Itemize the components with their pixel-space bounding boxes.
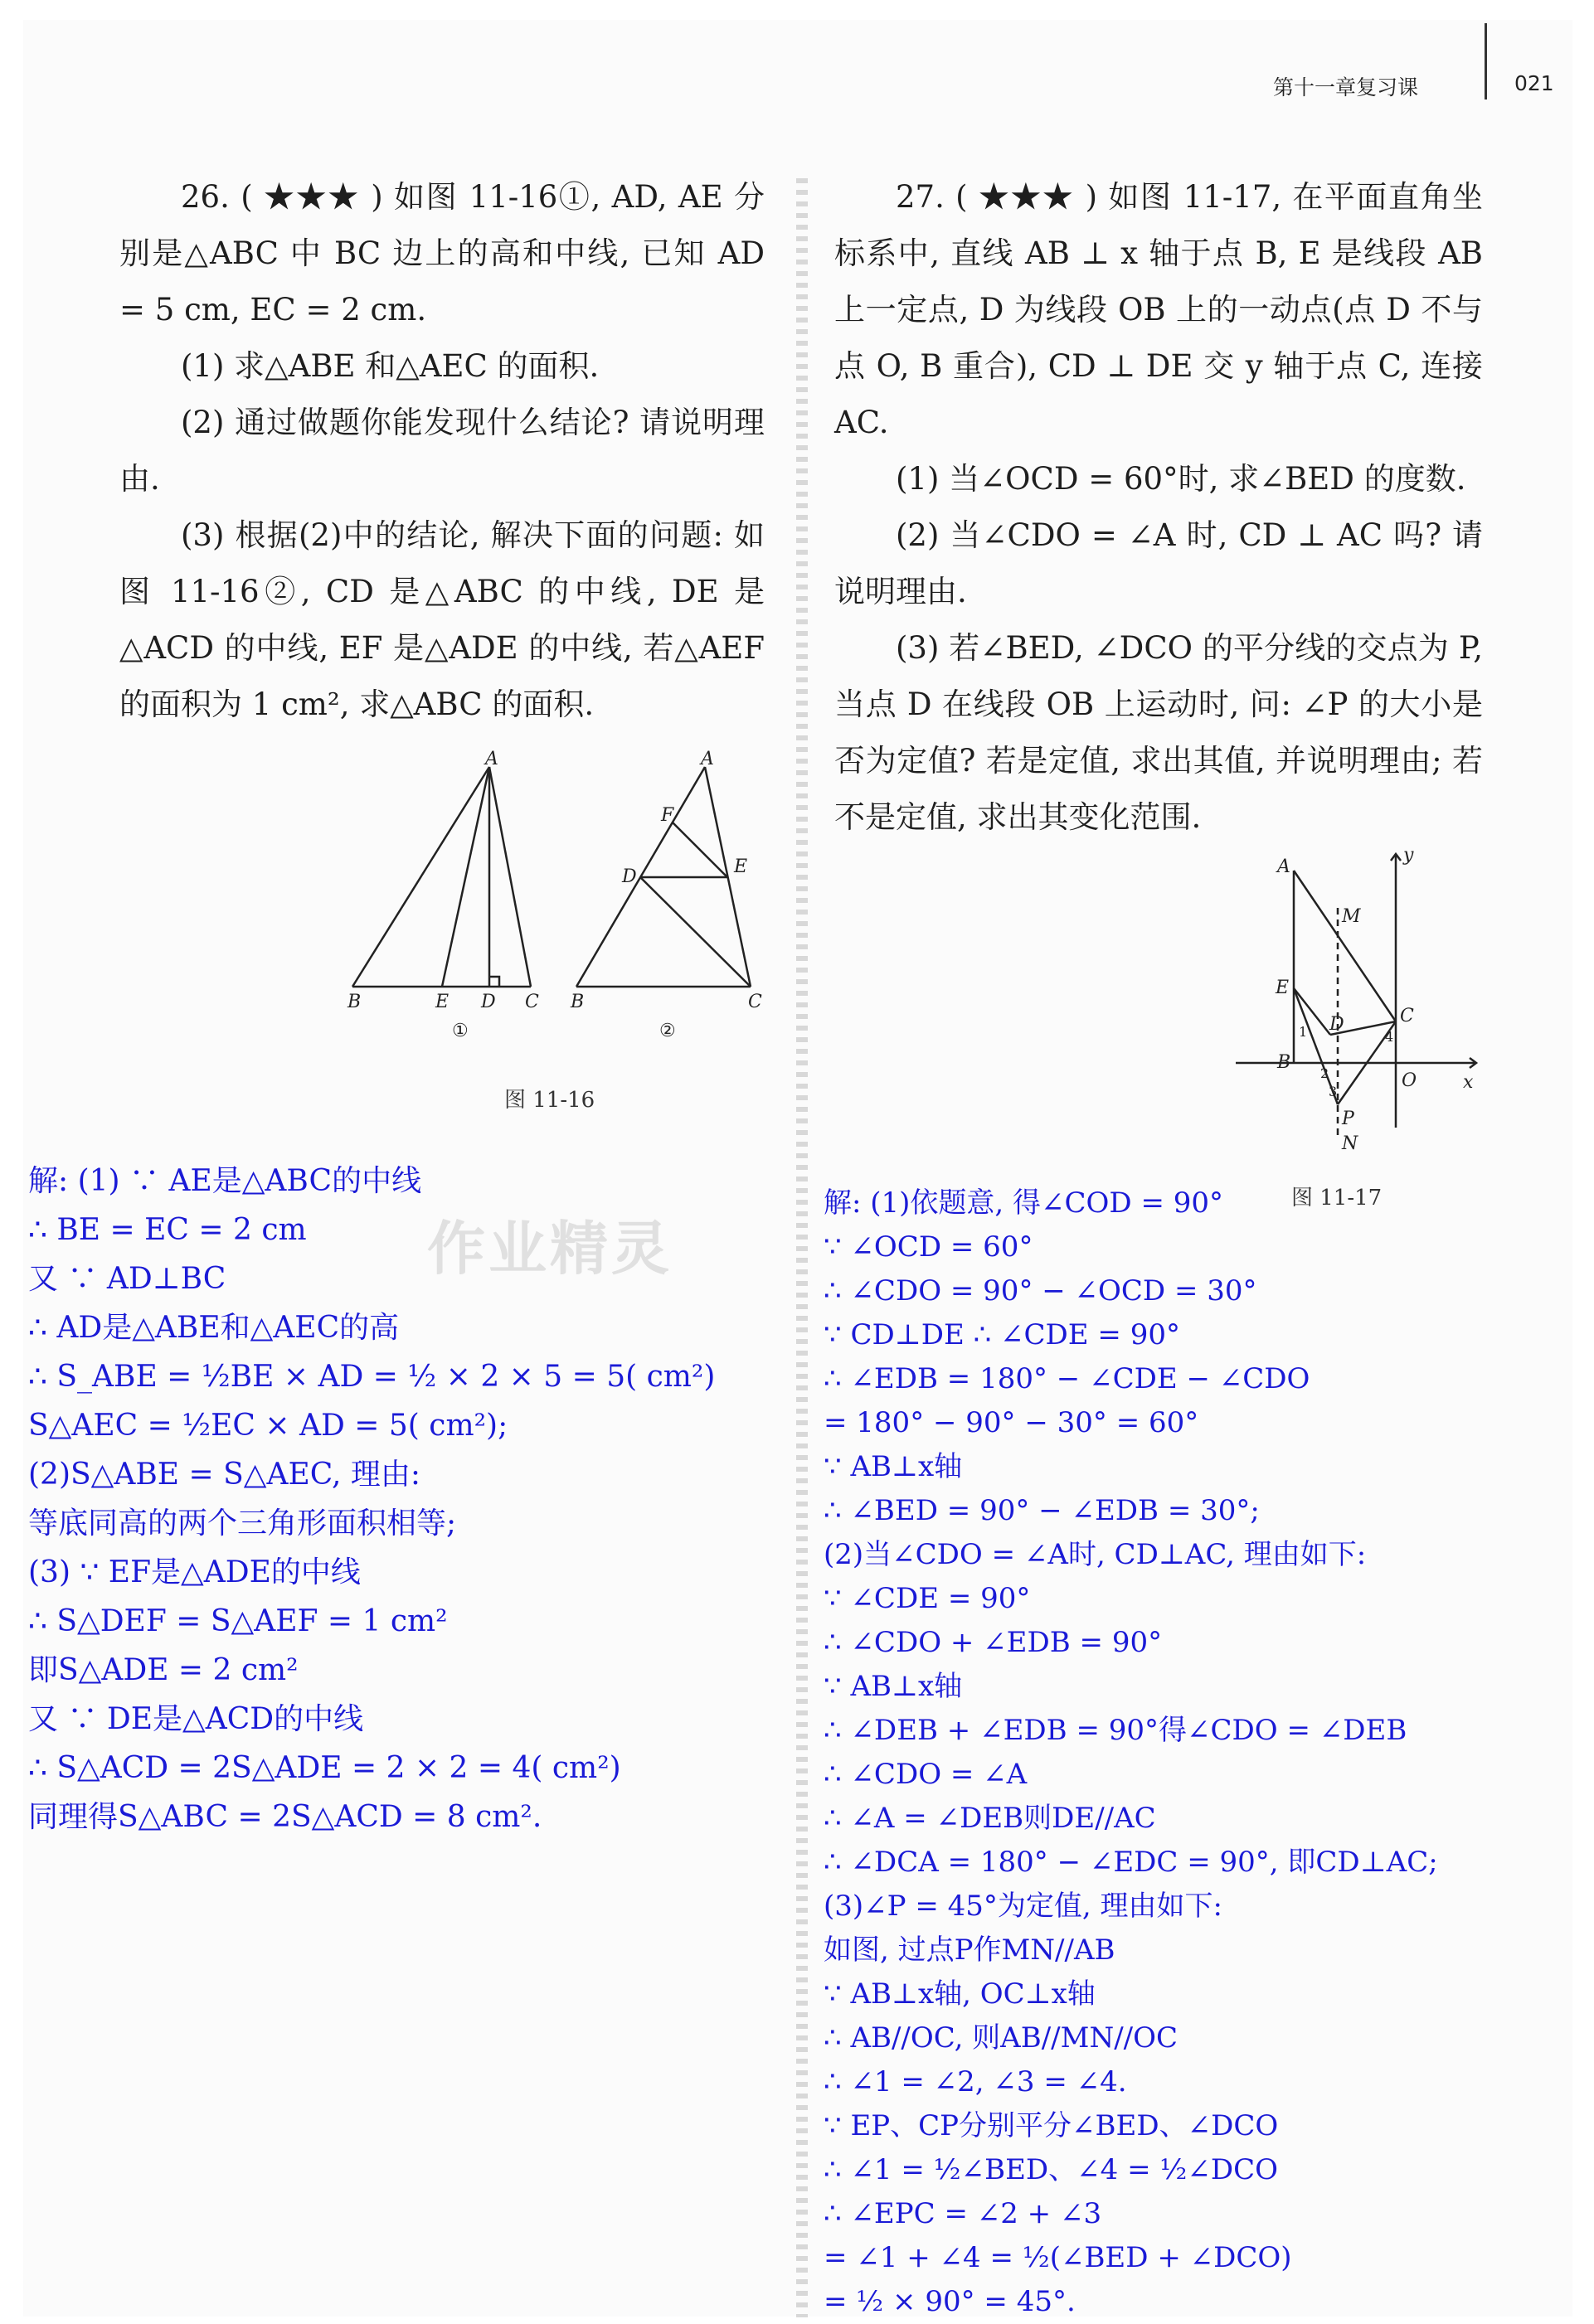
fig-11-17-lines [1236,854,1476,1140]
sol-left-line: 解: (1) ∵ AE是△ABC的中线 [28,1164,422,1198]
sol-right-line: ∴ ∠CDO + ∠EDB = 90° [824,1626,1163,1659]
column-divider [796,178,808,2317]
sol-left-line: 即S△ADE = 2 cm² [28,1653,299,1687]
fig2-label-f: F [661,805,674,826]
q27-part1: (1) 当∠OCD = 60°时, 求∠BED 的度数. [896,461,1466,497]
fig3-label-c: C [1400,1006,1414,1026]
fig2-label-c: C [748,992,762,1012]
fig2-label-e: E [734,856,748,877]
sol-right-line: (2)当∠CDO = ∠A时, CD⊥AC, 理由如下: [824,1538,1367,1571]
sol-right-line: ∴ ∠1 = ½∠BED、∠4 = ½∠DCO [824,2153,1278,2186]
fig3-label-m: M [1342,906,1361,927]
sol-right-line: ∴ ∠CDO = ∠A [824,1758,1028,1791]
fig3-label-y: y [1403,846,1414,866]
fig2-label-b: B [571,992,585,1012]
sol-left-line: 同理得S△ABC = 2S△ACD = 8 cm². [28,1800,542,1834]
fig1-number: ① [452,1021,469,1041]
fig3-label-a: A [1277,856,1290,877]
sol-right-line: ∴ ∠EPC = ∠2 + ∠3 [824,2197,1102,2230]
fig1-label-c: C [525,992,539,1012]
sol-left-line: 又 ∵ AD⊥BC [28,1262,226,1296]
sol-right-line: 解: (1)依题意, 得∠COD = 90° [824,1186,1224,1220]
fig2-label-a: A [701,749,714,769]
sol-left-line: ∴ BE = EC = 2 cm [28,1213,307,1247]
sol-left-line: S△AEC = ½EC × AD = 5( cm²); [28,1409,508,1443]
sol-right-line: ∵ AB⊥x轴 [824,1450,963,1483]
header-divider [1485,23,1487,99]
q27-part2: (2) 当∠CDO = ∠A 时, CD ⊥ AC 吗? 请说明理由. [834,517,1483,609]
q27-stem: 27. ( ★★★ ) 如图 11-17, 在平面直角坐标系中, 直线 AB ⊥ x 轴于点 B, E 是线段 AB 上一定点, D 为线段 OB 上的一动点(点 D 不与点 O, B 重合), CD ⊥ DE 交 y 轴于点 C, 连接 AC. [834,179,1483,440]
sol-left-line: ∴ AD是△ABE和△AEC的高 [28,1311,400,1345]
sol-left-line: ∴ S_ABE = ½BE × AD = ½ × 2 × 5 = 5( cm²) [28,1360,716,1394]
q26-part1: (1) 求△ABE 和△AEC 的面积. [181,348,600,384]
fig3-angle-4: 4 [1385,1029,1394,1045]
sol-left-line: ∴ S△DEF = S△AEF = 1 cm² [28,1604,448,1638]
q26-stem: 26. ( ★★★ ) 如图 11-16①, AD, AE 分别是△ABC 中 BC 边上的高和中线, 已知 AD = 5 cm, EC = 2 cm. [119,179,765,327]
fig1-label-d: D [481,992,496,1012]
sol-right-line: ∴ AB//OC, 则AB//MN//OC [824,2021,1178,2055]
figure-11-16-caption: 图 11-16 [504,1088,595,1113]
question-26 [119,169,765,733]
sol-right-line: = ½ × 90° = 45°. [824,2285,1076,2318]
question-27 [834,169,1483,846]
sol-right-line: ∴ ∠BED = 90° − ∠EDB = 30°; [824,1494,1260,1527]
sol-left-line: (3) ∵ EF是△ADE的中线 [28,1555,361,1589]
sol-right-line: ∴ ∠DCA = 180° − ∠EDC = 90°, 即CD⊥AC; [824,1846,1438,1879]
figure-11-16 [336,746,784,1061]
fig3-label-b: B [1277,1052,1291,1073]
sol-right-line: ∴ ∠CDO = 90° − ∠OCD = 30° [824,1274,1257,1308]
fig1-label-a: A [485,749,498,769]
sol-right-line: = ∠1 + ∠4 = ½(∠BED + ∠DCO) [824,2241,1292,2274]
sol-left-line: 等底同高的两个三角形面积相等; [28,1506,457,1540]
watermark: 作业精灵 [427,1215,673,1283]
sol-right-line: ∴ ∠A = ∠DEB则DE//AC [824,1802,1156,1835]
fig3-label-e: E [1276,978,1290,998]
figure-11-17-caption: 图 11-17 [1291,1186,1383,1211]
fig1-label-b: B [347,992,362,1012]
sol-right-line: (3)∠P = 45°为定值, 理由如下: [824,1890,1222,1923]
sol-right-line: ∵ ∠OCD = 60° [824,1230,1033,1264]
page-number: 021 [1514,71,1554,95]
fig3-label-x: x [1463,1072,1474,1093]
sol-right-line: ∵ CD⊥DE ∴ ∠CDE = 90° [824,1318,1180,1351]
q26-part2: (2) 通过做题你能发现什么结论? 请说明理由. [119,405,765,497]
sol-right-line: ∵ AB⊥x轴 [824,1670,963,1703]
sol-right-line: = 180° − 90° − 30° = 60° [824,1406,1199,1439]
sol-left-line: (2)S△ABE = S△AEC, 理由: [28,1458,421,1492]
fig3-label-n: N [1342,1133,1358,1154]
fig2-label-d: D [622,866,637,887]
fig3-angle-1: 1 [1299,1024,1308,1040]
sol-right-line: ∴ ∠1 = ∠2, ∠3 = ∠4. [824,2065,1127,2098]
sol-right-line: 如图, 过点P作MN//AB [824,1933,1115,1967]
fig2-triangle [576,767,751,987]
fig3-label-p: P [1342,1109,1354,1129]
fig1-label-e: E [435,992,450,1012]
chapter-title: 第十一章复习课 [1273,75,1419,99]
figure-11-17 [1227,846,1485,1161]
sol-right-line: ∵ AB⊥x轴, OC⊥x轴 [824,1977,1096,2011]
sol-left-line: 又 ∵ DE是△ACD的中线 [28,1702,364,1736]
sol-right-line: ∵ ∠CDE = 90° [824,1582,1031,1615]
fig2-number: ② [659,1021,676,1041]
fig1-triangle [352,767,531,987]
sol-left-line: ∴ S△ACD = 2S△ADE = 2 × 2 = 4( cm²) [28,1751,621,1785]
fig3-label-d: D [1329,1014,1344,1035]
q27-part3: (3) 若∠BED, ∠DCO 的平分线的交点为 P, 当点 D 在线段 OB 上运动时, 问: ∠P 的大小是否为定值? 若是定值, 求出其值, 并说明理由; 若不是定值, 求出其变化范围. [834,630,1483,835]
fig3-label-o: O [1402,1070,1417,1091]
solution-right [824,1181,1438,2324]
fig3-angle-3: 3 [1329,1084,1338,1099]
sol-right-line: ∴ ∠EDB = 180° − ∠CDE − ∠CDO [824,1362,1310,1395]
sol-right-line: ∵ EP、CP分别平分∠BED、∠DCO [824,2109,1279,2142]
q26-part3: (3) 根据(2)中的结论, 解决下面的问题: 如图 11-16②, CD 是△ABC 的中线, DE 是△ACD 的中线, EF 是△ADE 的中线, 若△AEF 的面积为 1 cm², 求△ABC 的面积. [119,517,765,722]
fig3-angle-2: 2 [1320,1065,1329,1081]
sol-right-line: ∴ ∠DEB + ∠EDB = 90°得∠CDO = ∠DEB [824,1714,1407,1747]
